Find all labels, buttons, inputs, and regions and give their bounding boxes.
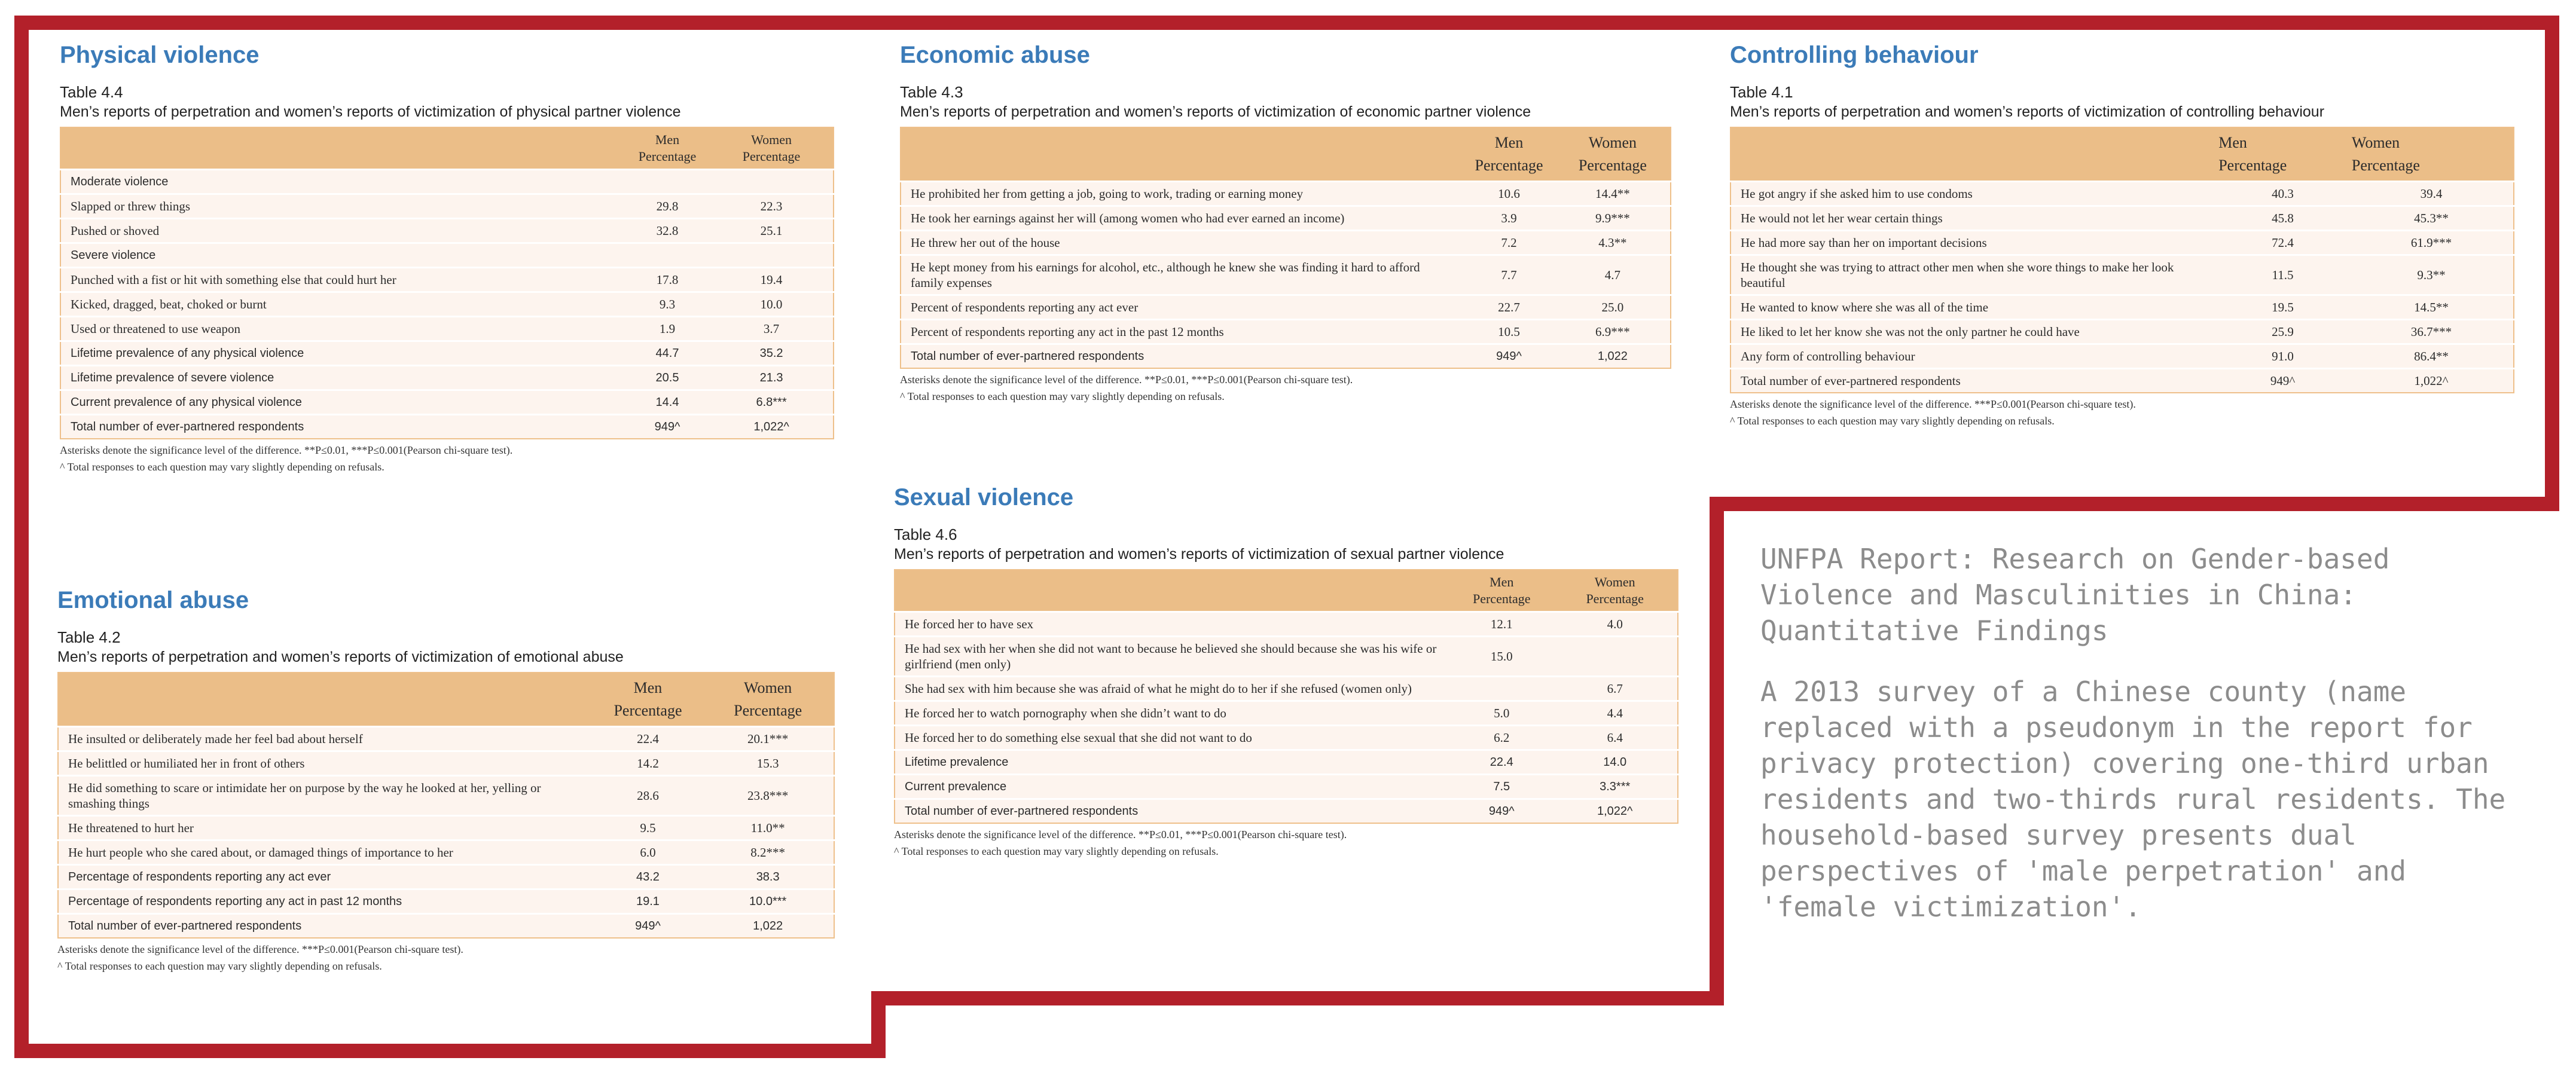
significance-note: Asterisks denote the significance level of the difference. **P≤0.01, ***P≤0.001(Pearson chi-square test). <box>60 444 513 456</box>
women-value: 1,022 <box>702 914 834 939</box>
row-label: He belittled or humiliated her in front of others <box>58 751 594 776</box>
report-title: UNFPA Report: Research on Gender-based Violence and Masculinities in China: Quantitative Findings <box>1760 543 2390 647</box>
refusals-note: ^ Total responses to each question may vary slightly depending on refusals. <box>57 960 382 972</box>
women-value: 6.9*** <box>1555 320 1671 344</box>
row-label: He forced her to have sex <box>895 612 1451 637</box>
men-value: 7.7 <box>1463 255 1555 295</box>
header-men: Men Percentage <box>594 673 703 727</box>
men-value: 25.9 <box>2216 320 2349 344</box>
row-label: He threatened to hurt her <box>58 816 594 840</box>
table-row <box>1730 206 2514 231</box>
row-label: Total number of ever-partnered respondents <box>1730 369 2216 393</box>
men-value: 72.4 <box>2216 231 2349 255</box>
data-table <box>60 127 834 439</box>
women-value: 4.4 <box>1552 701 1678 726</box>
row-label: He liked to let her know she was not the only partner he could have <box>1730 320 2216 344</box>
section-title: Economic abuse <box>900 42 1090 68</box>
row-label: Used or threatened to use weapon <box>60 317 625 341</box>
header-women: Women Percentage <box>702 673 834 727</box>
women-value: 1,022^ <box>2349 369 2514 393</box>
table-notes <box>894 826 1678 860</box>
women-value: 20.1*** <box>702 727 834 751</box>
men-value: 22.4 <box>1451 750 1552 775</box>
table-row <box>60 219 834 243</box>
row-label: He hurt people who she cared about, or damaged things of importance to her <box>58 840 594 865</box>
table-row <box>60 170 834 194</box>
women-value: 8.2*** <box>702 840 834 865</box>
table-row <box>60 390 834 415</box>
table-row <box>895 726 1678 750</box>
women-value: 15.3 <box>702 751 834 776</box>
table-row <box>60 341 834 366</box>
row-label: He did something to scare or intimidate her on purpose by the way he looked at her, yelling or smashing things <box>58 776 594 816</box>
row-label: Punched with a fist or hit with something else that could hurt her <box>60 268 625 292</box>
significance-note: Asterisks denote the significance level of the difference. **P≤0.01, ***P≤0.001(Pearson chi-square test). <box>894 829 1347 840</box>
section-title: Sexual violence <box>894 484 1074 511</box>
report-summary: A 2013 survey of a Chinese county (name replaced with a pseudonym in the report for privacy protection) covering one-third urban residents and two-thirds rural residents. The household-based survey presents dual perspectives of 'male perpetration' and 'female victimization'. <box>1760 675 2506 923</box>
row-label: He thought she was trying to attract other men when she wore things to make her look beautiful <box>1730 255 2216 295</box>
header-men: Men Percentage <box>1463 127 1555 182</box>
table-caption: Men’s reports of perpetration and women’s reports of victimization of controlling behaviour <box>1730 103 2325 120</box>
row-label: He insulted or deliberately made her feel bad about herself <box>58 727 594 751</box>
men-value: 949^ <box>1463 344 1555 369</box>
table-row <box>58 751 834 776</box>
table-row <box>1730 369 2514 393</box>
header-men: Men Percentage <box>1451 570 1552 612</box>
women-value <box>710 243 834 268</box>
section-title: Emotional abuse <box>57 587 249 613</box>
table-row <box>58 727 834 751</box>
table-row <box>1730 255 2514 295</box>
men-value: 22.7 <box>1463 295 1555 320</box>
men-value: 91.0 <box>2216 344 2349 369</box>
row-label: Slapped or threw things <box>60 194 625 219</box>
men-value: 40.3 <box>2216 182 2349 206</box>
header-men: Men Percentage <box>625 127 710 170</box>
table-row <box>58 890 834 914</box>
row-label: He wanted to know where she was all of the time <box>1730 295 2216 320</box>
report-description <box>1760 541 2538 950</box>
refusals-note: ^ Total responses to each question may vary slightly depending on refusals. <box>1730 415 2055 427</box>
men-value: 11.5 <box>2216 255 2349 295</box>
row-label: He took her earnings against her will (among women who had ever earned an income) <box>901 206 1463 231</box>
women-value: 10.0 <box>710 292 834 317</box>
table-caption: Men’s reports of perpetration and women’s reports of victimization of economic partner violence <box>900 103 1531 120</box>
men-value <box>625 170 710 194</box>
women-value: 36.7*** <box>2349 320 2514 344</box>
table-caption: Men’s reports of perpetration and women’s reports of victimization of emotional abuse <box>57 649 624 665</box>
table-row <box>1730 320 2514 344</box>
table-row <box>58 776 834 816</box>
women-value: 14.4** <box>1555 182 1671 206</box>
significance-note: Asterisks denote the significance level of the difference. ***P≤0.001(Pearson chi-square test). <box>57 943 463 955</box>
women-value: 19.4 <box>710 268 834 292</box>
women-value <box>1552 637 1678 677</box>
men-value: 20.5 <box>625 366 710 390</box>
section-title: Physical violence <box>60 42 260 68</box>
header-blank <box>895 570 1451 612</box>
men-value: 10.5 <box>1463 320 1555 344</box>
men-value: 5.0 <box>1451 701 1552 726</box>
table-caption: Men’s reports of perpetration and women’s reports of victimization of sexual partner violence <box>894 546 1504 563</box>
men-value: 28.6 <box>594 776 703 816</box>
table-row <box>60 194 834 219</box>
table-caption: Men’s reports of perpetration and women’s reports of victimization of physical partner violence <box>60 103 681 120</box>
men-value: 17.8 <box>625 268 710 292</box>
women-value: 25.0 <box>1555 295 1671 320</box>
men-value: 29.8 <box>625 194 710 219</box>
women-value: 38.3 <box>702 865 834 890</box>
header-women: Women Percentage <box>1555 127 1671 182</box>
men-value: 7.2 <box>1463 231 1555 255</box>
row-label: Total number of ever-partnered respondents <box>60 415 625 439</box>
row-label: He would not let her wear certain things <box>1730 206 2216 231</box>
row-label: He kept money from his earnings for alcohol, etc., although he knew she was finding it hard to afford family expenses <box>901 255 1463 295</box>
men-value: 6.0 <box>594 840 703 865</box>
men-value: 949^ <box>2216 369 2349 393</box>
table-row <box>895 612 1678 637</box>
women-value: 1,022^ <box>710 415 834 439</box>
header-women: Women Percentage <box>1552 570 1678 612</box>
header-women: Women Percentage <box>2349 127 2514 182</box>
men-value: 3.9 <box>1463 206 1555 231</box>
women-value: 61.9*** <box>2349 231 2514 255</box>
row-label: Total number of ever-partnered respondents <box>58 914 594 939</box>
table-row <box>60 292 834 317</box>
row-label: Kicked, dragged, beat, choked or burnt <box>60 292 625 317</box>
table-number: Table 4.4 <box>60 83 123 101</box>
row-label: He got angry if she asked him to use condoms <box>1730 182 2216 206</box>
women-value: 6.8*** <box>710 390 834 415</box>
women-value: 1,022 <box>1555 344 1671 369</box>
header-blank <box>58 673 594 727</box>
table-row <box>901 344 1671 369</box>
women-value: 14.0 <box>1552 750 1678 775</box>
women-value: 86.4** <box>2349 344 2514 369</box>
table-row <box>60 415 834 439</box>
header-blank <box>901 127 1463 182</box>
significance-note: Asterisks denote the significance level of the difference. ***P≤0.001(Pearson chi-square test). <box>1730 398 2136 410</box>
men-value: 9.3 <box>625 292 710 317</box>
data-table <box>1730 127 2514 393</box>
women-value: 3.7 <box>710 317 834 341</box>
section-title: Controlling behaviour <box>1730 42 1979 68</box>
section-emotional-abuse <box>57 586 835 974</box>
table-number: Table 4.1 <box>1730 83 1793 101</box>
section-economic-abuse <box>900 41 1671 405</box>
row-label: He prohibited her from getting a job, going to work, trading or earning money <box>901 182 1463 206</box>
row-label: He threw her out of the house <box>901 231 1463 255</box>
data-table <box>57 672 835 939</box>
table-row <box>901 295 1671 320</box>
women-value: 35.2 <box>710 341 834 366</box>
men-value: 43.2 <box>594 865 703 890</box>
women-value: 9.3** <box>2349 255 2514 295</box>
significance-note: Asterisks denote the significance level of the difference. **P≤0.01, ***P≤0.001(Pearson chi-square test). <box>900 374 1353 386</box>
table-notes <box>1730 396 2514 429</box>
row-label: Current prevalence <box>895 775 1451 799</box>
men-value: 19.5 <box>2216 295 2349 320</box>
row-label: He forced her to do something else sexual that she did not want to do <box>895 726 1451 750</box>
women-value <box>710 170 834 194</box>
women-value: 23.8*** <box>702 776 834 816</box>
men-value: 45.8 <box>2216 206 2349 231</box>
women-value: 4.7 <box>1555 255 1671 295</box>
table-row <box>60 268 834 292</box>
table-row <box>60 317 834 341</box>
women-value: 9.9*** <box>1555 206 1671 231</box>
men-value: 32.8 <box>625 219 710 243</box>
table-row <box>895 677 1678 701</box>
table-number: Table 4.6 <box>894 525 957 543</box>
section-sexual-violence <box>894 483 1678 860</box>
table-row <box>901 206 1671 231</box>
table-notes <box>60 442 834 475</box>
table-row <box>901 320 1671 344</box>
section-physical-violence <box>60 41 834 475</box>
table-notes <box>57 941 835 974</box>
men-value: 9.5 <box>594 816 703 840</box>
row-label: Moderate violence <box>60 170 625 194</box>
row-label: Percent of respondents reporting any act ever <box>901 295 1463 320</box>
women-value: 22.3 <box>710 194 834 219</box>
row-label: He had sex with her when she did not want to because he believed she should because she was his wife or girlfriend (men only) <box>895 637 1451 677</box>
men-value: 15.0 <box>1451 637 1552 677</box>
women-value: 39.4 <box>2349 182 2514 206</box>
table-row <box>895 637 1678 677</box>
row-label: Total number of ever-partnered respondents <box>895 799 1451 824</box>
table-number: Table 4.2 <box>57 628 121 646</box>
refusals-note: ^ Total responses to each question may vary slightly depending on refusals. <box>894 845 1219 857</box>
table-row <box>901 231 1671 255</box>
table-row <box>1730 182 2514 206</box>
header-women: Women Percentage <box>710 127 834 170</box>
header-blank <box>1730 127 2216 182</box>
header-blank <box>60 127 625 170</box>
row-label: Lifetime prevalence <box>895 750 1451 775</box>
table-row <box>895 750 1678 775</box>
row-label: Lifetime prevalence of any physical violence <box>60 341 625 366</box>
section-controlling-behaviour <box>1730 41 2514 429</box>
row-label: Lifetime prevalence of severe violence <box>60 366 625 390</box>
women-value: 25.1 <box>710 219 834 243</box>
table-row <box>895 775 1678 799</box>
table-row <box>58 914 834 939</box>
men-value: 949^ <box>1451 799 1552 824</box>
table-row <box>1730 295 2514 320</box>
row-label: Severe violence <box>60 243 625 268</box>
men-value: 19.1 <box>594 890 703 914</box>
women-value: 21.3 <box>710 366 834 390</box>
table-row <box>1730 231 2514 255</box>
row-label: Current prevalence of any physical violence <box>60 390 625 415</box>
row-label: Percentage of respondents reporting any act ever <box>58 865 594 890</box>
table-row <box>60 243 834 268</box>
men-value: 6.2 <box>1451 726 1552 750</box>
men-value <box>625 243 710 268</box>
table-row <box>58 840 834 865</box>
men-value: 949^ <box>625 415 710 439</box>
row-label: Percent of respondents reporting any act in the past 12 months <box>901 320 1463 344</box>
women-value: 11.0** <box>702 816 834 840</box>
table-row <box>58 865 834 890</box>
men-value: 12.1 <box>1451 612 1552 637</box>
row-label: Any form of controlling behaviour <box>1730 344 2216 369</box>
table-number: Table 4.3 <box>900 83 963 101</box>
men-value: 44.7 <box>625 341 710 366</box>
row-label: He had more say than her on important decisions <box>1730 231 2216 255</box>
row-label: Total number of ever-partnered respondents <box>901 344 1463 369</box>
table-notes <box>900 371 1671 405</box>
men-value: 7.5 <box>1451 775 1552 799</box>
table-row <box>901 255 1671 295</box>
table-row <box>1730 344 2514 369</box>
women-value: 6.7 <box>1552 677 1678 701</box>
women-value: 10.0*** <box>702 890 834 914</box>
women-value: 6.4 <box>1552 726 1678 750</box>
men-value: 949^ <box>594 914 703 939</box>
women-value: 14.5** <box>2349 295 2514 320</box>
men-value: 14.4 <box>625 390 710 415</box>
refusals-note: ^ Total responses to each question may vary slightly depending on refusals. <box>60 461 384 473</box>
women-value: 4.0 <box>1552 612 1678 637</box>
header-men: Men Percentage <box>2216 127 2349 182</box>
refusals-note: ^ Total responses to each question may vary slightly depending on refusals. <box>900 390 1225 402</box>
women-value: 3.3*** <box>1552 775 1678 799</box>
table-row <box>895 799 1678 824</box>
men-value: 1.9 <box>625 317 710 341</box>
men-value: 10.6 <box>1463 182 1555 206</box>
table-row <box>58 816 834 840</box>
men-value: 22.4 <box>594 727 703 751</box>
table-row <box>60 366 834 390</box>
row-label: Pushed or shoved <box>60 219 625 243</box>
women-value: 45.3** <box>2349 206 2514 231</box>
men-value <box>1451 677 1552 701</box>
data-table <box>900 127 1671 369</box>
row-label: Percentage of respondents reporting any act in past 12 months <box>58 890 594 914</box>
women-value: 1,022^ <box>1552 799 1678 824</box>
row-label: He forced her to watch pornography when she didn’t want to do <box>895 701 1451 726</box>
data-table <box>894 569 1678 824</box>
table-row <box>895 701 1678 726</box>
table-row <box>901 182 1671 206</box>
men-value: 14.2 <box>594 751 703 776</box>
row-label: She had sex with him because she was afraid of what he might do to her if she refused (women only) <box>895 677 1451 701</box>
women-value: 4.3** <box>1555 231 1671 255</box>
